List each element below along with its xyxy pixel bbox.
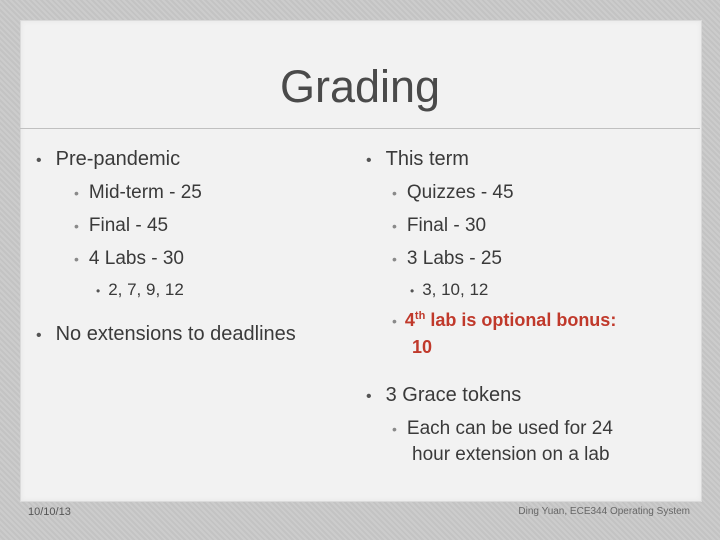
right-item xyxy=(392,248,502,270)
bonus-sup: th xyxy=(414,310,426,322)
bonus-prefix: 4 xyxy=(404,310,415,330)
right-labs xyxy=(410,280,488,300)
footer-date: 10/10/13 xyxy=(28,506,71,518)
bullet-icon: • xyxy=(392,313,397,329)
grace-detail xyxy=(392,418,613,440)
bonus-line2: 10 xyxy=(412,337,433,357)
left-heading-text: Pre-pandemic xyxy=(55,148,181,170)
right-heading-text: This term xyxy=(385,148,469,170)
right-item xyxy=(392,182,514,204)
left-note xyxy=(36,323,296,346)
right-item-text: Final - 30 xyxy=(406,215,487,236)
right-bonus xyxy=(392,310,616,331)
title-area xyxy=(20,20,700,129)
bullet-icon: • xyxy=(74,185,79,201)
bullet-icon: • xyxy=(366,388,372,405)
left-labs-text: 2, 7, 9, 12 xyxy=(108,280,184,299)
left-labs xyxy=(96,280,184,300)
bullet-icon: • xyxy=(74,218,79,234)
bullet-icon: • xyxy=(74,251,79,267)
right-item-text: Quizzes - 45 xyxy=(406,182,514,203)
bonus-line1: lab is optional bonus: xyxy=(425,310,617,330)
slide-title: Grading xyxy=(279,61,441,112)
right-item-text: 3 Labs - 25 xyxy=(406,248,502,269)
left-heading xyxy=(36,148,180,171)
grace-text: 3 Grace tokens xyxy=(385,384,522,406)
left-item-text: 4 Labs - 30 xyxy=(88,248,184,269)
bullet-icon: • xyxy=(392,251,397,267)
bullet-icon: • xyxy=(36,152,42,169)
grace-tokens xyxy=(366,384,521,407)
bonus-text xyxy=(405,310,616,330)
left-item xyxy=(74,215,168,237)
right-heading xyxy=(366,148,469,171)
left-note-text: No extensions to deadlines xyxy=(55,323,296,345)
left-item-text: Mid-term - 25 xyxy=(88,182,202,203)
right-item xyxy=(392,215,486,237)
grace-detail-line1: Each can be used for 24 xyxy=(406,418,613,439)
bullet-icon: • xyxy=(96,284,101,298)
bullet-icon: • xyxy=(392,218,397,234)
bullet-icon: • xyxy=(410,284,415,298)
bullet-icon: • xyxy=(366,152,372,169)
footer-author: Ding Yuan, ECE344 Operating System xyxy=(518,506,690,517)
right-labs-text: 3, 10, 12 xyxy=(422,280,489,299)
left-item xyxy=(74,248,184,270)
left-item-text: Final - 45 xyxy=(88,215,169,236)
grace-detail-line2: hour extension on a lab xyxy=(412,444,610,465)
bullet-icon: • xyxy=(392,421,397,437)
left-item xyxy=(74,182,202,204)
bullet-icon: • xyxy=(392,185,397,201)
bullet-icon: • xyxy=(36,327,42,344)
